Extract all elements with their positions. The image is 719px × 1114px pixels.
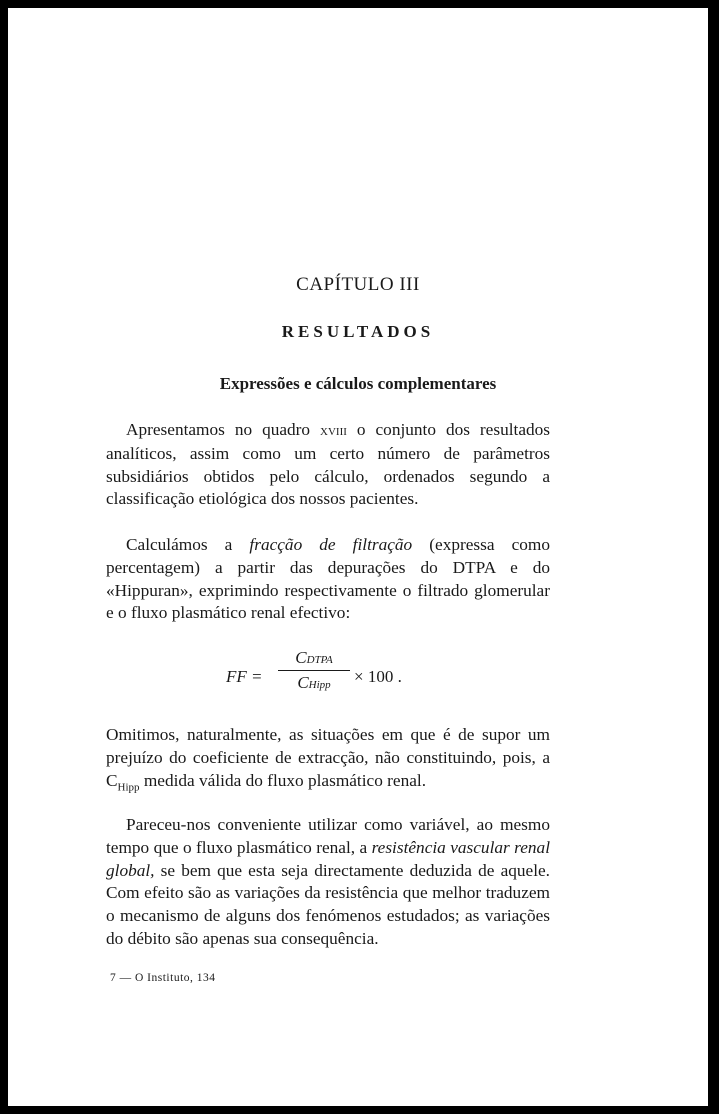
formula-lhs: FF = — [226, 667, 263, 686]
paragraph-1 — [106, 419, 550, 511]
p2-text-b: (expressa como percentagem) a partir das depurações do DTPA e do «Hippuran», exprimindo respectivamente o filtrado glomerular e o fluxo plasmático renal efectivo: — [106, 535, 550, 623]
paragraph-3 — [106, 724, 550, 799]
den-subscript: Hipp — [308, 679, 331, 691]
p3-subscript: Hipp — [117, 781, 140, 794]
p1-text-a: Apresentamos no quadro — [126, 420, 321, 439]
p3-text-b: medida válida do fluxo plasmático renal. — [139, 770, 427, 790]
p1-text-b: o conjunto dos resultados analíticos, assim como um certo número de parâmetros subsidiários obtidos pelo cálculo, ordenados segundo a classificação etiológica dos nossos pacientes. — [106, 420, 551, 509]
p1-roman-numeral: xviii — [320, 423, 347, 439]
fraction-bar — [278, 670, 350, 671]
p4-emphasis: resistência vascular renal global, — [106, 837, 550, 880]
formula-numerator — [278, 648, 350, 668]
num-subscript: DTPA — [306, 654, 333, 666]
formula-denominator — [278, 673, 350, 693]
formula-rhs: × 100 . — [354, 667, 402, 686]
chapter-heading: CAPÍTULO III — [296, 274, 420, 295]
paragraph-4 — [106, 814, 550, 951]
p4-text-a: Pareceu-nos conveniente utilizar como variável, ao mesmo tempo que o fluxo plasmático renal, a — [106, 815, 550, 857]
p2-emphasis: fracção de filtração — [249, 535, 413, 554]
page-footer: 7 — O Instituto, 134 — [110, 972, 216, 984]
p2-text-a: Calculámos a — [126, 535, 250, 554]
den-symbol: C — [297, 673, 309, 692]
formula-fraction — [278, 648, 350, 693]
num-symbol: C — [295, 648, 307, 667]
p3-text-a: Omitimos, naturalmente, as situações em que é de supor um prejuízo do coeficiente de extracção, não constituindo, pois, a C — [106, 725, 550, 790]
section-title: RESULTADOS — [281, 322, 435, 341]
page — [8, 8, 708, 1106]
paragraph-2 — [106, 534, 550, 625]
formula — [226, 648, 486, 708]
subtitle: Expressões e cálculos complementares — [219, 374, 497, 393]
p4-text-b: se bem que esta seja directamente deduzida de aquele. Com efeito são as variações da resistência que melhor traduzem o mecanismo de alguns dos fenómenos estudados; as variações do débito são apenas sua consequência. — [106, 860, 550, 948]
